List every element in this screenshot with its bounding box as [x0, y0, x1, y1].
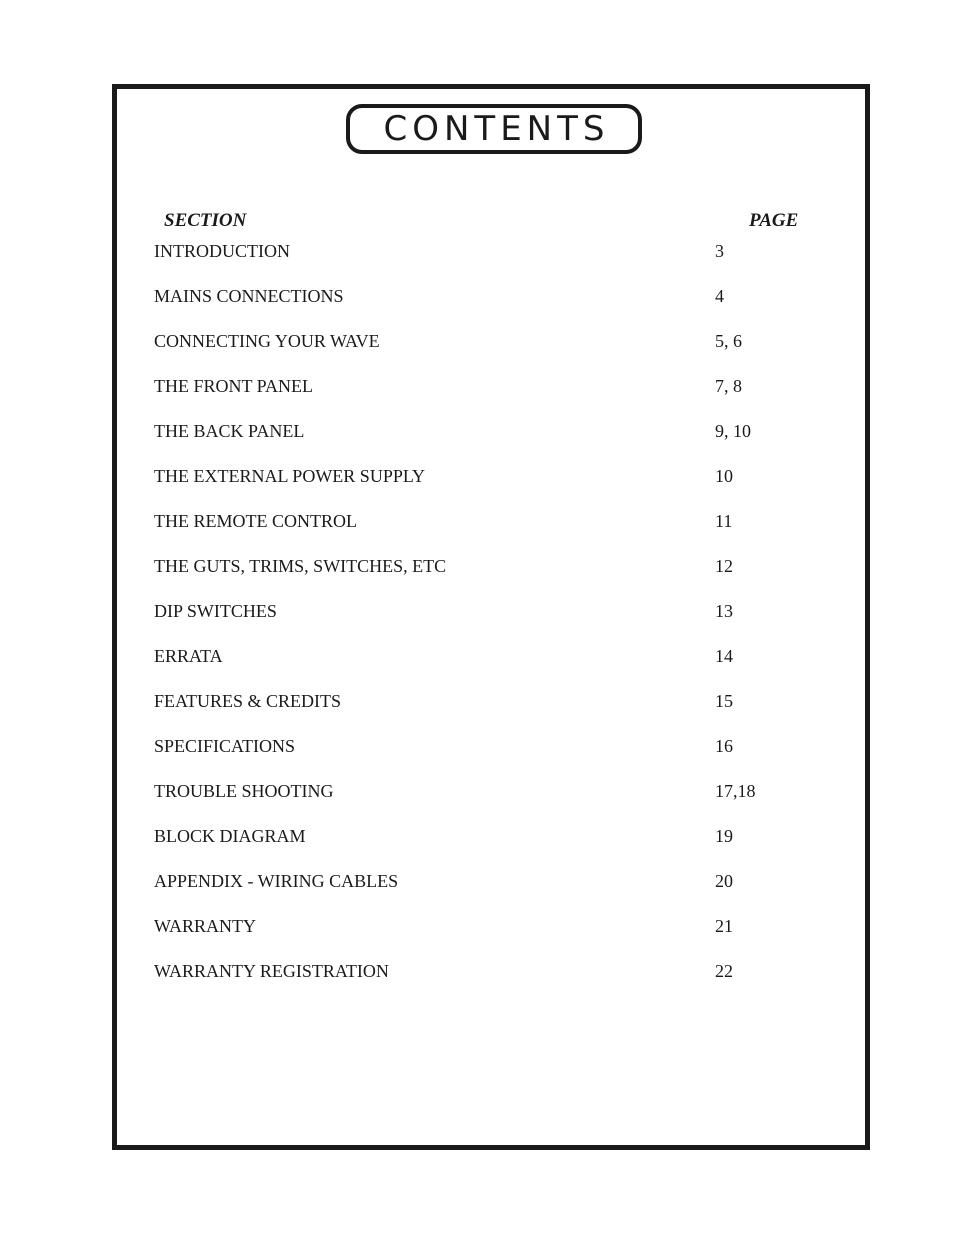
toc-entry [154, 870, 794, 915]
toc-entry-page: 4 [715, 286, 724, 306]
toc-entry-page: 9, 10 [715, 421, 751, 441]
toc-entry-label: ERRATA [154, 646, 223, 666]
toc-entry-label: WARRANTY [154, 916, 256, 936]
toc-entry-page: 5, 6 [715, 331, 742, 351]
toc-entry-label: WARRANTY REGISTRATION [154, 961, 389, 981]
toc-entry [154, 690, 794, 735]
toc-entry-label: FEATURES & CREDITS [154, 691, 342, 711]
toc-entry [154, 825, 794, 870]
toc-entry [154, 510, 794, 555]
toc-entry-page: 11 [715, 511, 733, 531]
toc-entry-page: 17,18 [715, 781, 756, 801]
toc-entry [154, 285, 794, 330]
toc-entry [154, 780, 794, 825]
toc-entry [154, 645, 794, 690]
toc-entry-page: 19 [715, 826, 733, 846]
toc-entry-label: MAINS CONNECTIONS [154, 286, 344, 306]
toc-entry [154, 600, 794, 645]
toc-entry [154, 960, 794, 1005]
toc-entry-label: THE REMOTE CONTROL [154, 511, 357, 531]
toc-entry-page: 21 [715, 916, 733, 936]
section-column-header: SECTION [164, 210, 247, 231]
toc-entry [154, 420, 794, 465]
toc-entry-label: THE EXTERNAL POWER SUPPLY [154, 466, 426, 486]
toc-entry-label: THE GUTS, TRIMS, SWITCHES, ETC [154, 556, 447, 576]
page-title: CONTENTS [383, 109, 610, 149]
toc-entry-label: CONNECTING YOUR WAVE [154, 331, 380, 351]
toc-entry [154, 240, 794, 285]
toc-entry-page: 12 [715, 556, 733, 576]
toc-entry-page: 14 [715, 646, 733, 666]
toc-entry [154, 465, 794, 510]
page-column-header: PAGE [749, 210, 799, 231]
toc-entry [154, 330, 794, 375]
toc-entry-page: 15 [715, 691, 733, 711]
toc-entry-page: 20 [715, 871, 733, 891]
toc-entry-page: 3 [715, 241, 724, 261]
toc-entry-page: 7, 8 [715, 376, 742, 396]
toc-entry-label: TROUBLE SHOOTING [154, 781, 334, 801]
toc-entry-page: 16 [715, 736, 733, 756]
toc-entry [154, 735, 794, 780]
contents-title-box [346, 104, 642, 154]
toc-entry-page: 13 [715, 601, 733, 621]
toc-entry-label: THE BACK PANEL [154, 421, 305, 441]
toc-entry-label: APPENDIX - WIRING CABLES [154, 871, 399, 891]
toc-entry [154, 915, 794, 960]
toc-entry-label: SPECIFICATIONS [154, 736, 296, 756]
toc-entry [154, 555, 794, 600]
toc-entry-page: 22 [715, 961, 733, 981]
toc-entry-label: DIP SWITCHES [154, 601, 277, 621]
toc-list [154, 240, 794, 1005]
toc-entry-page: 10 [715, 466, 733, 486]
toc-entry-label: INTRODUCTION [154, 241, 290, 261]
toc-entry-label: BLOCK DIAGRAM [154, 826, 306, 846]
toc-entry [154, 375, 794, 420]
toc-entry-label: THE FRONT PANEL [154, 376, 314, 396]
